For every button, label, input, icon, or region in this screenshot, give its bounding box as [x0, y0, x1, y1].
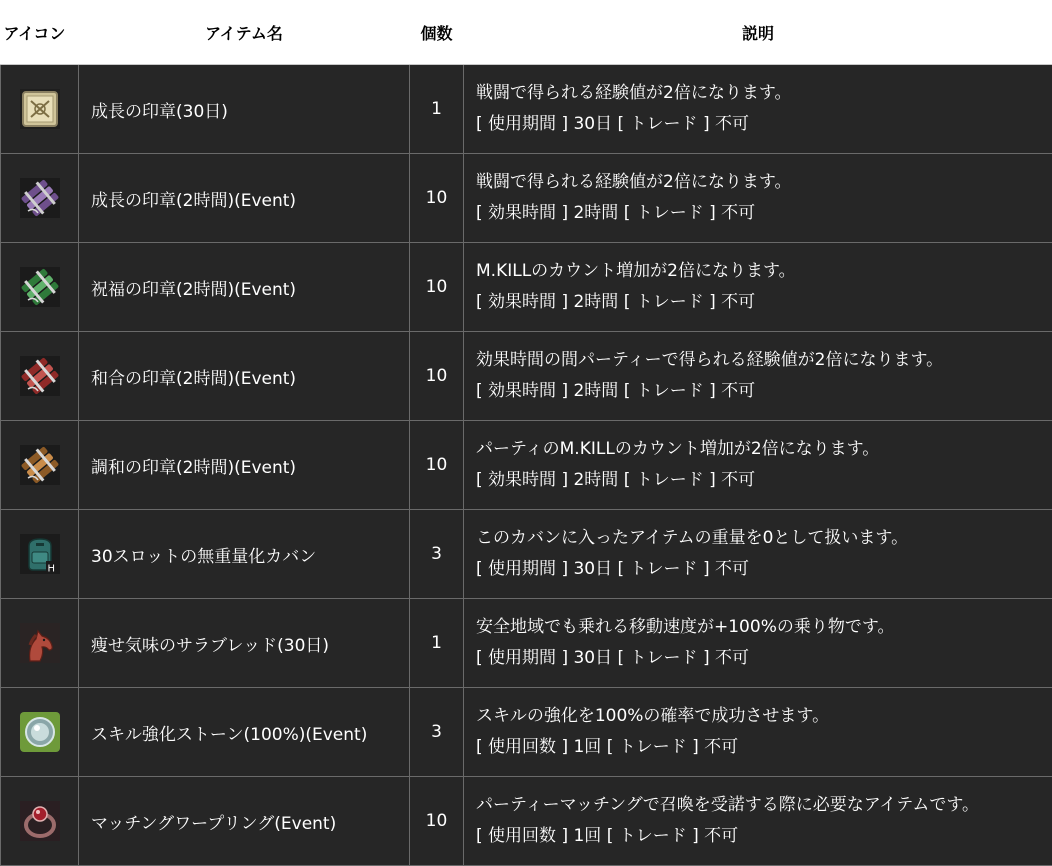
description-terms: [ 使用回数 ] 1回 [ トレード ] 不可: [476, 826, 739, 846]
purple-seal-bundle-icon: [20, 178, 60, 218]
description-terms: [ 使用回数 ] 1回 [ トレード ] 不可: [476, 737, 739, 757]
description-effect: パーティーマッチングで召喚を受諾する際に必要なアイテムです。: [476, 795, 980, 815]
description-effect: スキルの強化を100%の確率で成功させます。: [476, 706, 830, 726]
item-description: [464, 332, 1052, 421]
description-terms: [ 効果時間 ] 2時間 [ トレード ] 不可: [476, 470, 756, 490]
table-row: [1, 777, 1052, 866]
icon-cell: [1, 599, 79, 688]
icon-cell: [1, 688, 79, 777]
icon-cell: [1, 332, 79, 421]
icon-cell: [1, 510, 79, 599]
icon-cell: [1, 65, 79, 154]
description-effect: 戦闘で得られる経験値が2倍になります。: [476, 172, 792, 192]
item-count: 3: [410, 510, 464, 599]
table-row: [1, 510, 1052, 599]
icon-cell: [1, 777, 79, 866]
header-name: アイテム名: [79, 0, 410, 65]
item-name: 調和の印章(2時間)(Event): [79, 421, 410, 510]
item-name: 成長の印章(30日): [79, 65, 410, 154]
green-seal-bundle-icon: [20, 267, 60, 307]
item-description: [464, 154, 1052, 243]
item-description: [464, 65, 1052, 154]
table-row: [1, 154, 1052, 243]
seal-scroll-icon: [20, 89, 60, 129]
description-terms: [ 効果時間 ] 2時間 [ トレード ] 不可: [476, 292, 756, 312]
table-row: [1, 599, 1052, 688]
item-description: [464, 421, 1052, 510]
description-effect: M.KILLのカウント増加が2倍になります。: [476, 261, 796, 281]
backpack-icon: [20, 534, 60, 574]
item-name: 30スロットの無重量化カバン: [79, 510, 410, 599]
item-count: 10: [410, 332, 464, 421]
description-terms: [ 使用期間 ] 30日 [ トレード ] 不可: [476, 559, 749, 579]
header-row: [1, 0, 1052, 65]
table-row: [1, 243, 1052, 332]
item-name: 祝福の印章(2時間)(Event): [79, 243, 410, 332]
description-effect: パーティのM.KILLのカウント増加が2倍になります。: [476, 439, 880, 459]
icon-cell: [1, 154, 79, 243]
table-row: [1, 332, 1052, 421]
item-count: 10: [410, 154, 464, 243]
description-terms: [ 使用期間 ] 30日 [ トレード ] 不可: [476, 114, 749, 134]
description-terms: [ 効果時間 ] 2時間 [ トレード ] 不可: [476, 381, 756, 401]
description-effect: 効果時間の間パーティーで得られる経験値が2倍になります。: [476, 350, 944, 370]
header-description: 説明: [464, 0, 1052, 65]
horse-icon: [20, 623, 60, 663]
icon-cell: [1, 243, 79, 332]
item-count: 10: [410, 777, 464, 866]
enhance-stone-icon: [20, 712, 60, 752]
table-row: [1, 421, 1052, 510]
icon-cell: [1, 421, 79, 510]
item-description: [464, 599, 1052, 688]
item-name: スキル強化ストーン(100%)(Event): [79, 688, 410, 777]
item-count: 3: [410, 688, 464, 777]
header-count: 個数: [410, 0, 464, 65]
description-effect: 戦闘で得られる経験値が2倍になります。: [476, 83, 792, 103]
warp-ring-icon: [20, 801, 60, 841]
item-count: 10: [410, 421, 464, 510]
svg-text:H: H: [47, 563, 55, 574]
item-count: 1: [410, 65, 464, 154]
item-name: 痩せ気味のサラブレッド(30日): [79, 599, 410, 688]
item-description: [464, 510, 1052, 599]
item-description: [464, 777, 1052, 866]
description-effect: このカバンに入ったアイテムの重量を0として扱います。: [476, 528, 909, 548]
item-count: 1: [410, 599, 464, 688]
table-row: [1, 688, 1052, 777]
item-name: 和合の印章(2時間)(Event): [79, 332, 410, 421]
item-name: マッチングワープリング(Event): [79, 777, 410, 866]
description-terms: [ 効果時間 ] 2時間 [ トレード ] 不可: [476, 203, 756, 223]
red-seal-bundle-icon: [20, 356, 60, 396]
item-count: 10: [410, 243, 464, 332]
item-description: [464, 243, 1052, 332]
item-name: 成長の印章(2時間)(Event): [79, 154, 410, 243]
description-effect: 安全地域でも乗れる移動速度が+100%の乗り物です。: [476, 617, 895, 637]
description-terms: [ 使用期間 ] 30日 [ トレード ] 不可: [476, 648, 749, 668]
orange-seal-bundle-icon: [20, 445, 60, 485]
table-row: [1, 65, 1052, 154]
item-description: [464, 688, 1052, 777]
header-icon: アイコン: [1, 0, 79, 65]
